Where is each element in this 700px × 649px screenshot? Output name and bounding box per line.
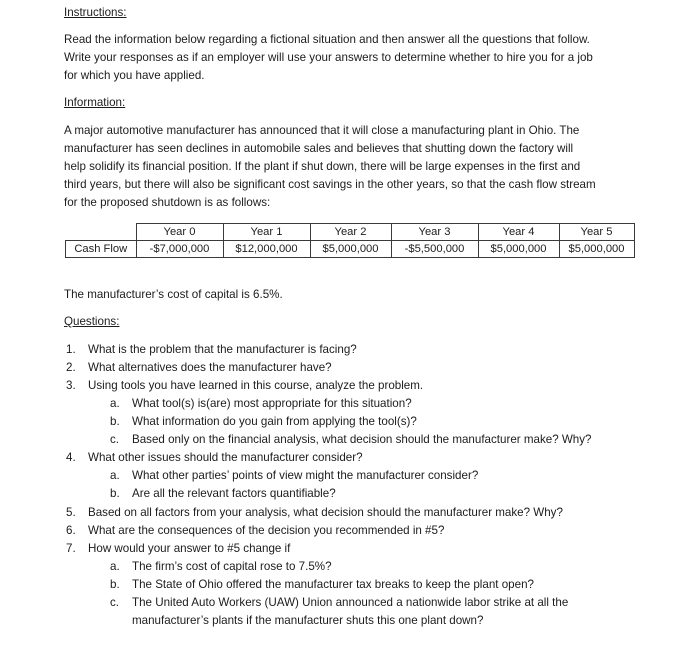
table-cell: -$7,000,000 [136,241,223,258]
table-header-cell: Year 5 [559,224,634,241]
questions-heading: Questions: [64,315,120,328]
subquestion-letter: c. [110,596,120,609]
question-number: 3. [66,379,76,392]
instructions-heading: Instructions: [64,6,127,19]
table-header-cell: Year 3 [391,224,478,241]
subquestion-letter: a. [110,469,120,482]
table-cell: $5,000,000 [478,241,559,258]
instructions-line: for which you have applied. [64,69,205,82]
question-text: How would your answer to #5 change if [88,542,291,555]
subquestion-text: The United Auto Workers (UAW) Union announced a nationwide labor strike at all the [132,596,569,609]
question-text: Based on all factors from your analysis, what decision should the manufacturer make? Why? [88,506,563,519]
table-cell: $12,000,000 [223,241,310,258]
question-text: Using tools you have learned in this course, analyze the problem. [88,379,424,392]
subquestion-text: What tool(s) is(are) most appropriate for this situation? [132,397,412,410]
subquestion-text: Based only on the financial analysis, what decision should the manufacturer make? Why? [132,433,592,446]
question-number: 1. [66,343,76,356]
subquestion-letter: a. [110,397,120,410]
table-cell: $5,000,000 [559,241,634,258]
subquestion-text: What information do you gain from applying the tool(s)? [132,415,417,428]
subquestion-letter: a. [110,560,120,573]
question-text: What are the consequences of the decision you recommended in #5? [88,524,445,537]
table-header-cell: Year 0 [136,224,223,241]
table-row-label: Cash Flow [66,241,137,258]
question-number: 7. [66,542,76,555]
information-line: third years, but there will also be significant cost savings in the other years, so that the cash flow stream [64,178,596,191]
information-line: help solidify its financial position. If the plant if shut down, there will be large expenses in the first and [64,160,581,173]
subquestion-text: The State of Ohio offered the manufacturer tax breaks to keep the plant open? [132,578,534,591]
table-row [66,241,635,258]
subquestion-letter: b. [110,415,120,428]
information-paragraph [64,122,664,212]
instructions-line: Write your responses as if an employer will use your answers to determine whether to hire you for a job [64,51,593,64]
information-line: manufacturer has seen declines in automobile sales and believes that shutting down the factory will [64,142,574,155]
table-header-row [66,224,635,241]
instructions-line: Read the information below regarding a fictional situation and then answer all the questions that follow. [64,33,590,46]
question-text: What other issues should the manufacturer consider? [88,451,363,464]
table-header-cell: Year 1 [223,224,310,241]
cash-flow-table [65,223,635,258]
subquestion-text: Are all the relevant factors quantifiable? [132,487,336,500]
subquestion-text-continued: manufacturer’s plants if the manufacturer shuts this one plant down? [132,614,484,627]
subquestion-letter: b. [110,487,120,500]
question-number: 2. [66,361,76,374]
table-corner-cell [66,224,137,241]
subquestion-text: The firm’s cost of capital rose to 7.5%? [132,560,332,573]
table-header-cell: Year 2 [310,224,391,241]
table-header-cell: Year 4 [478,224,559,241]
subquestion-text: What other parties’ points of view might the manufacturer consider? [132,469,479,482]
information-heading: Information: [64,96,126,109]
table-cell: -$5,500,000 [391,241,478,258]
information-line: for the proposed shutdown is as follows: [64,196,271,209]
subquestion-letter: b. [110,578,120,591]
question-number: 6. [66,524,76,537]
subquestion-letter: c. [110,433,120,446]
question-text: What alternatives does the manufacturer have? [88,361,332,374]
table-cell: $5,000,000 [310,241,391,258]
question-number: 4. [66,451,76,464]
question-text: What is the problem that the manufacturer is facing? [88,343,357,356]
cost-of-capital-text: The manufacturer’s cost of capital is 6.5%. [64,288,283,301]
information-line: A major automotive manufacturer has announced that it will close a manufacturing plant in Ohio. The [64,124,580,137]
question-number: 5. [66,506,76,519]
instructions-paragraph [64,31,664,85]
